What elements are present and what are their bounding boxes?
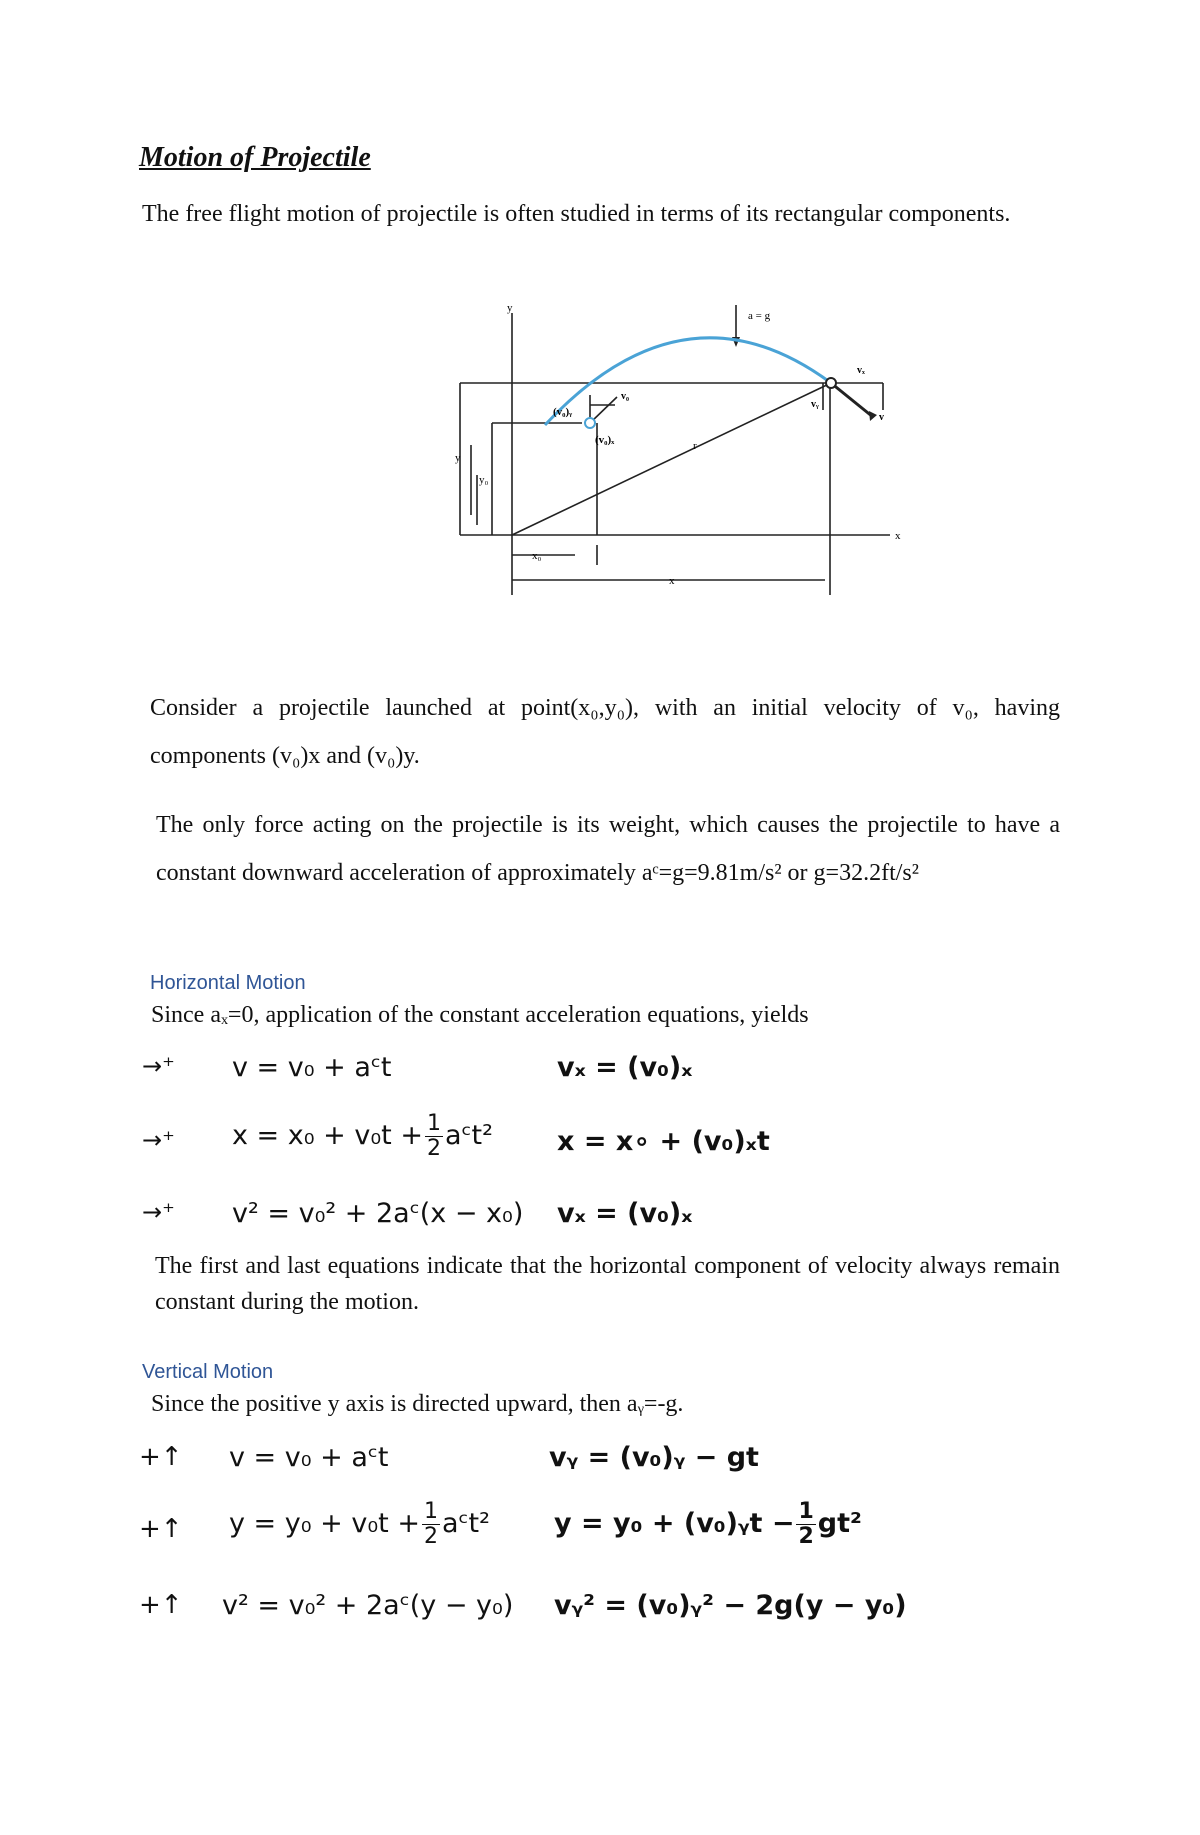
sign-up-positive: +↑	[139, 1590, 183, 1620]
sign-up-positive: +↑	[139, 1442, 183, 1472]
label-vx: vₓ	[857, 365, 865, 376]
general-equation: v = v₀ + aᶜt	[229, 1442, 389, 1473]
label-x-axis: x	[895, 530, 901, 542]
general-equation: v² = v₀² + 2aᶜ(x − x₀)	[232, 1198, 524, 1229]
label-v0: v₀	[621, 391, 629, 402]
accel-label: a = g	[748, 310, 771, 322]
horizontal-lead: Since aₓ=0, application of the constant acceleration equations, yields	[151, 1002, 809, 1028]
projectile-diagram	[455, 295, 905, 605]
label-y-axis: y	[507, 302, 513, 314]
current-point	[826, 378, 836, 388]
vertical-lead: Since the positive y axis is directed upward, then aᵧ=-g.	[151, 1391, 684, 1417]
label-v0x: (v₀)ₓ	[595, 434, 615, 446]
fraction: $\frac{1}{2}$	[426, 1111, 441, 1161]
label-y0: y₀	[479, 474, 489, 486]
label-v0y: (v₀)ᵧ	[553, 406, 573, 418]
label-x0: x₀	[532, 550, 542, 562]
launch-point	[585, 418, 595, 428]
specific-equation: vᵧ = (v₀)ᵧ − gt	[549, 1442, 759, 1473]
vertical-motion-heading: Vertical Motion	[142, 1361, 274, 1383]
intro-paragraph: The free flight motion of projectile is often studied in terms of its rectangular components.	[142, 201, 1011, 227]
sign-right-positive: →⁺	[142, 1052, 175, 1080]
label-y: y	[455, 452, 461, 464]
specific-equation: vₓ = (v₀)ₓ	[557, 1052, 693, 1083]
specific-equation: x = x∘ + (v₀)ₓt	[557, 1126, 770, 1157]
sign-up-positive: +↑	[139, 1514, 183, 1544]
label-v: v	[879, 412, 884, 423]
specific-equation: vₓ = (v₀)ₓ	[557, 1198, 693, 1229]
horizontal-motion-heading: Horizontal Motion	[150, 972, 306, 994]
trajectory-curve	[545, 338, 831, 425]
launch-paragraph: Consider a projectile launched at point(x₀,y₀), with an initial velocity of v₀, having components (v₀)x and (v₀)y.	[150, 695, 1060, 769]
general-equation: v = v₀ + aᶜt	[232, 1052, 392, 1083]
horizontal-note: The first and last equations indicate that the horizontal component of velocity always remain constant during the motion.	[155, 1253, 1060, 1315]
label-r: r	[693, 440, 697, 452]
label-x: x	[669, 575, 675, 587]
force-paragraph: The only force acting on the projectile is its weight, which causes the projectile to have a constant downward acceleration of approximately aᶜ=g=9.81m/s² or g=32.2ft/s²	[156, 812, 1060, 886]
sign-right-positive: →⁺	[142, 1198, 175, 1226]
page-title: Motion of Projectile	[139, 142, 371, 173]
fraction: $\frac{1}{2}$	[423, 1499, 438, 1549]
label-vy: vᵧ	[811, 399, 819, 410]
specific-equation: vᵧ² = (v₀)ᵧ² − 2g(y − y₀)	[554, 1590, 907, 1621]
fraction: $\frac{1}{2}$	[798, 1499, 814, 1549]
general-equation: x = x₀ + v₀t + $\frac{1}{2}$ aᶜt²	[232, 1111, 493, 1161]
sign-right-positive: →⁺	[142, 1126, 175, 1154]
general-equation: v² = v₀² + 2aᶜ(y − y₀)	[222, 1590, 514, 1621]
specific-equation: y = y₀ + (v₀)ᵧt − $\frac{1}{2}$ gt²	[554, 1499, 862, 1549]
general-equation: y = y₀ + v₀t + $\frac{1}{2}$ aᶜt²	[229, 1499, 490, 1549]
